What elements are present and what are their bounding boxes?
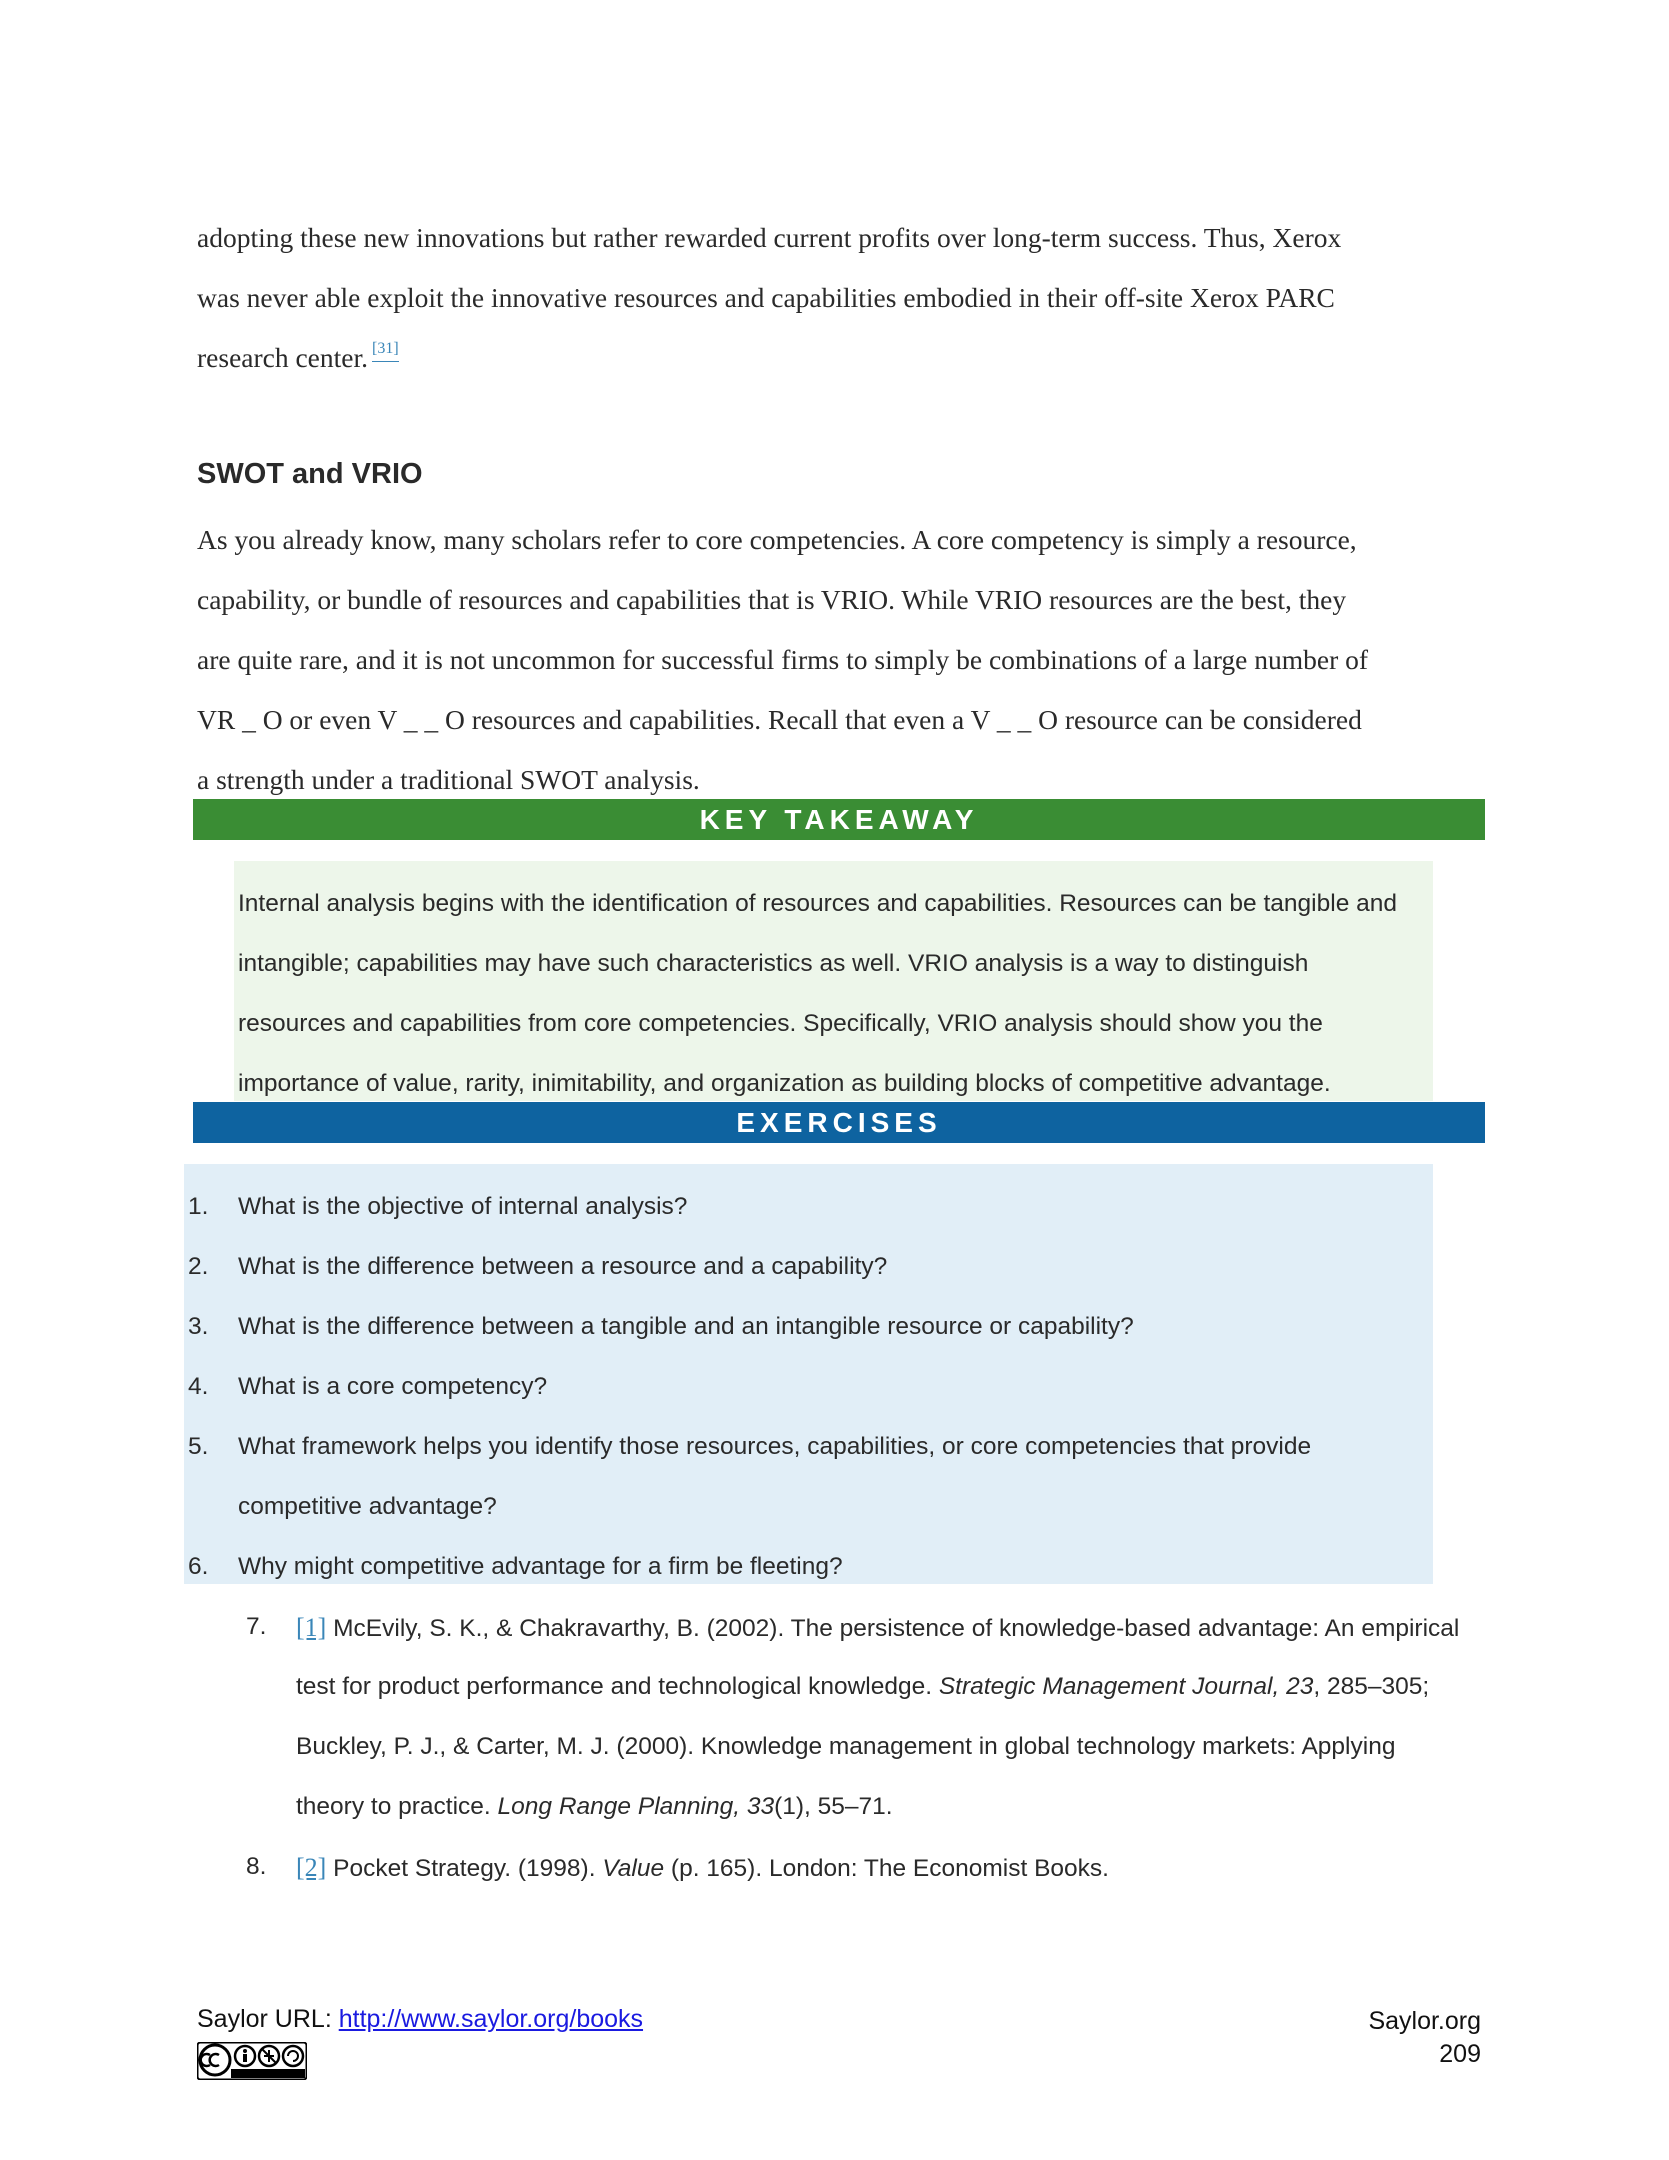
cc-license-badge-icon [197, 2042, 307, 2080]
footer-url-label: Saylor URL: [197, 2005, 332, 2033]
exercise-number-1: 1. [188, 1193, 209, 1220]
intro-line-3-text: research center. [197, 342, 368, 373]
takeaway-line-1: Internal analysis begins with the identification of resources and capabilities. Resources can be tangible and [238, 890, 1398, 917]
exercise-item-5-line-1: What framework helps you identify those resources, capabilities, or core competencies that provide [238, 1433, 1312, 1460]
exercise-number-6: 6. [188, 1553, 209, 1580]
takeaway-line-3: resources and capabilities from core competencies. Specifically, VRIO analysis should show you the [238, 1010, 1323, 1037]
footer-url-link[interactable]: http://www.saylor.org/books [338, 2005, 644, 2033]
reference-1-journal-2: Long Range Planning, 33 [497, 1793, 775, 1820]
intro-line-3 [197, 342, 399, 374]
section-heading: SWOT and VRIO [197, 458, 423, 490]
exercise-item-5-line-2: competitive advantage? [238, 1493, 497, 1520]
intro-line-1: adopting these new innovations but rather rewarded current profits over long-term success. Thus, Xerox [197, 222, 1342, 253]
section-line-2: capability, or bundle of resources and capabilities that is VRIO. While VRIO resources are the best, they [197, 584, 1347, 615]
exercise-number-4: 4. [188, 1373, 209, 1400]
reference-1-line-4-pre: theory to practice. [296, 1793, 491, 1820]
reference-2-line-1 [296, 1853, 1109, 1883]
takeaway-line-2: intangible; capabilities may have such characteristics as well. VRIO analysis is a way to distinguish [238, 950, 1309, 977]
reference-number-7: 7. [246, 1613, 267, 1640]
reference-1-line-4-post: (1), 55–71. [774, 1793, 893, 1820]
reference-link-2[interactable]: [2] [296, 1853, 327, 1882]
exercise-number-5: 5. [188, 1433, 209, 1460]
key-takeaway-banner: KEY TAKEAWAY [193, 799, 1485, 840]
reference-link-1[interactable]: [1] [296, 1613, 327, 1642]
exercises-banner: EXERCISES [193, 1102, 1485, 1143]
exercise-item-1: What is the objective of internal analysis? [238, 1193, 688, 1220]
exercise-number-2: 2. [188, 1253, 209, 1280]
reference-2-title: Value [602, 1855, 665, 1882]
exercise-number-3: 3. [188, 1313, 209, 1340]
reference-1-journal: Strategic Management Journal, 23 [938, 1673, 1314, 1700]
reference-1-line-4 [296, 1793, 893, 1821]
reference-2-pre: Pocket Strategy. (1998). [333, 1855, 596, 1882]
reference-1-line-3: Buckley, P. J., & Carter, M. J. (2000). Knowledge management in global technology markets: Applying [296, 1733, 1396, 1760]
takeaway-line-4: importance of value, rarity, inimitability, and organization as building blocks of competitive advantage. [238, 1070, 1331, 1097]
reference-1-line-2-pre: test for product performance and technological knowledge. [296, 1673, 933, 1700]
intro-line-2: was never able exploit the innovative resources and capabilities embodied in their off-site Xerox PARC [197, 282, 1335, 313]
exercise-item-3: What is the difference between a tangible and an intangible resource or capability? [238, 1313, 1134, 1340]
section-line-3: are quite rare, and it is not uncommon for successful firms to simply be combinations of a large number of [197, 644, 1369, 675]
footer-url-block [197, 2005, 643, 2034]
reference-1-line-2 [296, 1673, 1429, 1701]
section-line-4: VR _ O or even V _ _ O resources and capabilities. Recall that even a V _ _ O resource can be considered [197, 704, 1362, 735]
exercise-item-4: What is a core competency? [238, 1373, 548, 1400]
page-number: 209 [1439, 2040, 1481, 2068]
section-line-1: As you already know, many scholars refer to core competencies. A core competency is simply a resource, [197, 524, 1357, 555]
reference-1-line-1-text: McEvily, S. K., & Chakravarthy, B. (2002). The persistence of knowledge-based advantage: An empirical [333, 1615, 1460, 1642]
exercise-item-6: Why might competitive advantage for a firm be fleeting? [238, 1553, 843, 1580]
reference-number-8: 8. [246, 1853, 267, 1880]
footnote-link-31[interactable]: [31] [372, 340, 399, 362]
reference-2-post: (p. 165). London: The Economist Books. [670, 1855, 1109, 1882]
footer-right-block [1368, 2005, 1481, 2071]
footer-site: Saylor.org [1368, 2007, 1481, 2035]
reference-1-line-2-post: , 285–305; [1313, 1673, 1430, 1700]
section-line-5: a strength under a traditional SWOT analysis. [197, 764, 700, 795]
exercise-item-2: What is the difference between a resource and a capability? [238, 1253, 888, 1280]
reference-1-line-1 [296, 1613, 1459, 1643]
